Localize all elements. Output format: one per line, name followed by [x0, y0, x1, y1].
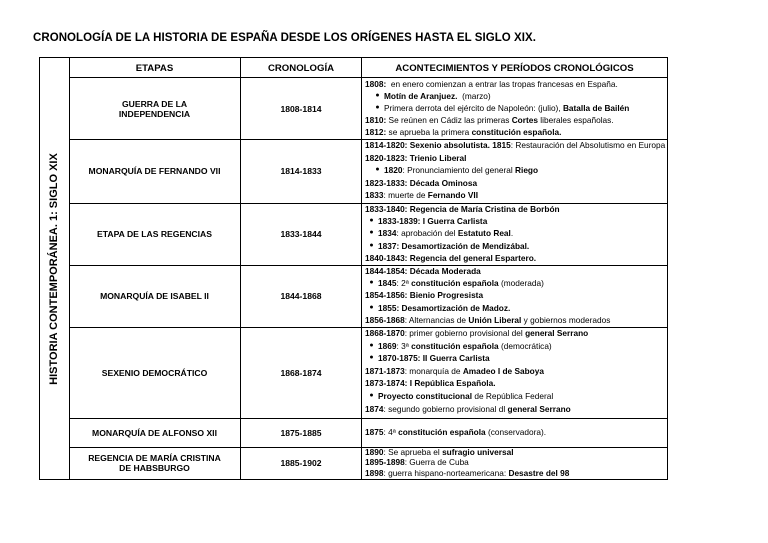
event-text: Desastre del 98	[508, 467, 570, 478]
event-text: 1833-1839: I Guerra Carlista	[378, 216, 488, 227]
etapa-cell: SEXENIO DEMOCRÁTICO	[101, 367, 208, 378]
event-line	[365, 102, 667, 114]
event-text: Primera derrota del ejército de Napoleón: (julio),	[384, 103, 563, 113]
event-line	[365, 289, 667, 301]
event-line	[365, 252, 667, 264]
event-text: : Alternancias de	[404, 314, 469, 325]
event-line	[365, 277, 667, 289]
event-text: y gobiernos moderados	[521, 314, 611, 325]
event-line	[365, 340, 667, 353]
event-line	[365, 327, 667, 340]
events-cell	[362, 447, 667, 479]
event-line	[365, 377, 667, 390]
event-text: 1833	[365, 190, 384, 201]
event-text: 1890	[365, 447, 384, 457]
bullet-icon: ●	[375, 166, 380, 174]
event-text: 1837: Desamortización de Mendizábal.	[378, 240, 530, 251]
event-text: 1856-1868	[365, 314, 405, 325]
event-text: : 4ª	[383, 427, 399, 438]
event-text: : 2ª	[396, 278, 412, 289]
event-text: : muerte de	[383, 190, 428, 201]
page-title: CRONOLOGÍA DE LA HISTORIA DE ESPAÑA DESDE LOS ORÍGENES HASTA EL SIGLO XIX.	[33, 32, 536, 44]
event-text: 1820-1823: Trienio Liberal	[365, 152, 467, 163]
event-text: constitución española	[398, 427, 486, 438]
event-text: Batalla de Bailén	[562, 103, 630, 113]
bullet-icon: ●	[375, 104, 380, 111]
event-text: Estatuto Real	[457, 228, 511, 239]
event-text: : primer gobierno provisional del	[404, 328, 526, 338]
event-line	[365, 152, 667, 165]
event-text: : aprobación del	[396, 228, 458, 239]
event-line	[365, 240, 667, 252]
event-line	[365, 114, 667, 126]
event-text: 1823-1833: Década Ominosa	[365, 177, 478, 188]
etapa-cell: MONARQUÍA DE FERNANDO VII	[88, 166, 221, 176]
etapa-cell: ETAPA DE LAS REGENCIAS	[97, 229, 212, 239]
event-line	[365, 139, 667, 152]
cronologia-cell: 1868-1874	[280, 367, 322, 378]
event-text: 1840-1843: Regencia del general Espartero.	[365, 252, 537, 263]
event-text: 1820	[384, 165, 403, 176]
event-text: (moderada)	[498, 278, 544, 289]
event-text: 1808:	[365, 79, 387, 89]
event-line	[365, 265, 667, 277]
event-text: Proyecto constitucional	[378, 390, 473, 401]
event-text: : Pronunciamiento del general	[402, 165, 516, 176]
event-line	[365, 314, 667, 326]
event-line	[365, 189, 667, 202]
event-text: 1855: Desamortización de Madoz.	[378, 302, 511, 313]
event-text: constitución española	[411, 278, 499, 289]
chronology-table	[39, 57, 668, 480]
event-text: (democrática)	[498, 340, 552, 351]
side-label: HISTORIA CONTEMPORÁNEA. 1: SIGLO XIX	[48, 153, 60, 385]
bullet-icon: ●	[369, 279, 374, 287]
header-cronologia: CRONOLOGÍA	[267, 62, 335, 74]
event-text: : Restauración del Absolutismo en Europa	[510, 140, 666, 150]
event-line	[365, 390, 667, 403]
bullet-icon: ●	[369, 303, 374, 311]
bullet-icon: ●	[369, 217, 374, 225]
side-label-cell	[40, 58, 70, 479]
event-line	[365, 78, 667, 90]
etapa-cell: REGENCIA DE MARÍA CRISTINA DE HABSBURGO	[88, 453, 221, 473]
bullet-icon: ●	[369, 341, 374, 349]
event-text: Motín de Aranjuez.	[384, 91, 458, 101]
header-acontecimientos: ACONTECIMIENTOS Y PERÍODOS CRONOLÓGICOS	[395, 62, 634, 74]
cronologia-cell: 1808-1814	[280, 103, 322, 114]
event-line	[365, 227, 667, 239]
event-line	[365, 90, 667, 102]
event-text: 1871-1873	[365, 365, 405, 376]
event-text: 1870-1875: II Guerra Carlista	[378, 353, 490, 364]
event-text: constitución española	[411, 340, 499, 351]
event-text: Se reúnen en Cádiz las primeras	[386, 115, 512, 125]
event-text: 1875	[365, 427, 384, 438]
event-text: 1868-1870	[365, 328, 405, 338]
event-text: 1833-1840: Regencia de María Cristina de Borbón	[365, 204, 560, 214]
event-text: Cortes	[511, 115, 538, 125]
event-line	[365, 203, 667, 215]
event-text: en enero comienzan a entrar las tropas francesas en España.	[386, 79, 618, 89]
event-text: 1834	[378, 228, 397, 239]
event-line	[365, 365, 667, 378]
event-text: : Guerra de Cuba	[404, 457, 469, 468]
events-cell	[362, 418, 667, 447]
event-line	[365, 403, 667, 416]
event-text: Riego	[515, 165, 539, 176]
event-text: (marzo)	[457, 91, 491, 101]
event-text: general Serrano	[507, 403, 571, 414]
events-cell	[362, 265, 667, 327]
event-text: 1869	[378, 340, 397, 351]
event-text: general Serrano	[525, 328, 589, 338]
event-line	[365, 126, 667, 138]
event-line	[365, 215, 667, 227]
header-etapas: ETAPAS	[135, 62, 174, 74]
event-text: 1873-1874: I República Española.	[365, 378, 496, 389]
event-text: 1812:	[365, 127, 387, 137]
events-cell	[362, 327, 667, 418]
event-text: 1810:	[365, 115, 387, 125]
bullet-icon: ●	[369, 229, 374, 237]
etapa-cell: GUERRA DE LA INDEPENDENCIA	[118, 98, 191, 119]
event-text: : Se aprueba el	[383, 447, 443, 457]
event-text: Unión Liberal	[468, 314, 522, 325]
event-text: Fernando VII	[427, 190, 478, 201]
event-text: (conservadora).	[485, 427, 547, 438]
event-text: 1854-1856: Bienio Progresista	[365, 290, 484, 301]
event-text: Amadeo I de Saboya	[462, 365, 544, 376]
event-text: 1898	[365, 467, 384, 478]
bullet-icon: ●	[369, 241, 374, 249]
event-line	[365, 164, 667, 177]
event-line	[365, 352, 667, 365]
event-text: : segundo gobierno provisional dl	[383, 403, 508, 414]
events-cell	[362, 139, 667, 203]
event-line	[365, 457, 667, 467]
event-line	[365, 447, 667, 457]
event-text: se aprueba la primera	[386, 127, 472, 137]
event-text: : monarquía de	[404, 365, 463, 376]
etapa-cell: MONARQUÍA DE ISABEL II	[100, 291, 209, 301]
event-text: 1895-1898	[365, 457, 405, 468]
bullet-icon: ●	[375, 92, 380, 99]
event-text: : guerra hispano-norteamericana:	[383, 467, 509, 478]
event-text: 1845	[378, 278, 397, 289]
etapa-cell: MONARQUÍA DE ALFONSO XII	[92, 427, 217, 438]
event-text: : 3ª	[396, 340, 412, 351]
bullet-icon: ●	[369, 391, 374, 399]
event-text: 1844-1854: Década Moderada	[365, 266, 481, 276]
event-text: sufragio universal	[442, 447, 514, 457]
cronologia-cell: 1885-1902	[280, 458, 322, 468]
event-line	[365, 468, 667, 478]
event-line	[365, 177, 667, 190]
event-text: liberales españolas.	[537, 115, 614, 125]
event-line	[365, 302, 667, 314]
event-text: de República Federal	[472, 390, 554, 401]
bullet-icon: ●	[369, 354, 374, 362]
event-text: 1874	[365, 403, 384, 414]
events-cell	[362, 203, 667, 265]
event-text: .	[510, 228, 514, 239]
event-text: 1814-1820: Sexenio absolutista. 1815	[365, 140, 511, 150]
cronologia-cell: 1833-1844	[280, 229, 322, 239]
event-text: constitución española.	[471, 127, 562, 137]
cronologia-cell: 1875-1885	[280, 427, 322, 438]
cronologia-cell: 1844-1868	[280, 291, 322, 301]
cronologia-cell: 1814-1833	[280, 166, 322, 176]
events-cell	[362, 78, 667, 139]
event-line	[365, 426, 546, 438]
